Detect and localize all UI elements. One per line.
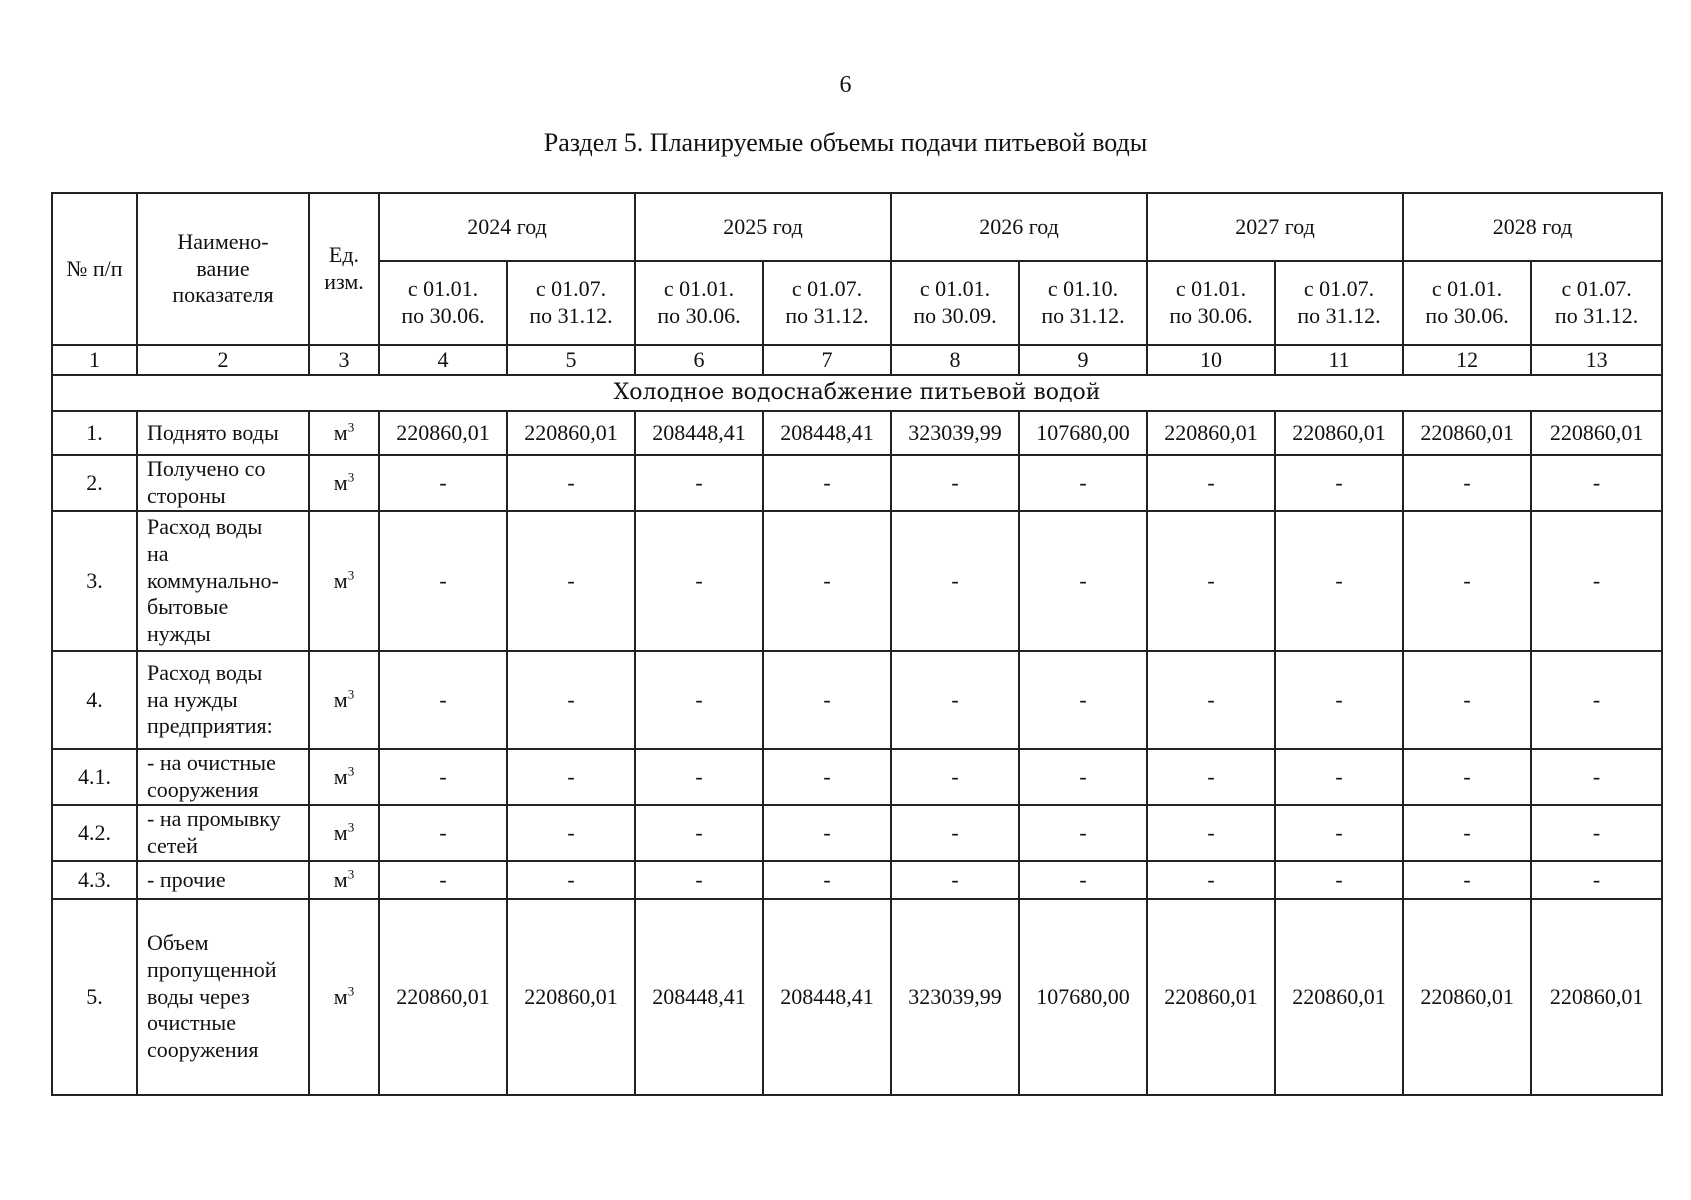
header-period: с 01.07. по 31.12. [1275,261,1403,345]
value-cell: - [763,861,891,899]
page-title: Раздел 5. Планируемые объемы подачи питьевой воды [543,128,1148,157]
value-cell: - [891,455,1019,511]
header-period: с 01.07. по 31.12. [507,261,635,345]
table-row [52,511,1662,651]
value-cell: - [1147,805,1275,861]
row-number: 4.3. [52,861,137,899]
header-period: с 01.01. по 30.06. [1147,261,1275,345]
value-cell: 220860,01 [379,411,507,455]
table-row [52,411,1662,455]
value-cell: 220860,01 [1403,411,1531,455]
unit-cell [309,861,379,899]
value-cell: - [1403,749,1531,805]
table-row [52,455,1662,511]
value-cell: - [507,651,635,749]
indicator-name: - на промывку сетей [137,805,309,861]
value-cell: - [1019,749,1147,805]
header-period: с 01.01. по 30.06. [379,261,507,345]
column-number: 3 [309,345,379,375]
indicator-name: Расход воды на коммунально- бытовые нужды [137,511,309,651]
unit-base: м [333,983,348,1009]
value-cell: - [1403,861,1531,899]
column-number: 12 [1403,345,1531,375]
column-number: 6 [635,345,763,375]
value-cell: - [891,511,1019,651]
value-cell: - [763,749,891,805]
unit-cell [309,899,379,1095]
value-cell: - [891,651,1019,749]
unit-cell [309,511,379,651]
indicator-name: - прочие [137,861,309,899]
value-cell: 107680,00 [1019,411,1147,455]
water-supply-table [51,192,1663,1096]
value-cell: 208448,41 [763,899,891,1095]
header-name: Наимено- вание показателя [137,193,309,345]
header-period: с 01.01. по 30.09. [891,261,1019,345]
value-cell: - [379,749,507,805]
value-cell: - [635,455,763,511]
value-cell: - [763,805,891,861]
unit-base: м [333,419,348,445]
value-cell: - [891,805,1019,861]
column-number: 8 [891,345,1019,375]
row-number: 5. [52,899,137,1095]
table-row [52,805,1662,861]
row-number: 4.1. [52,749,137,805]
section-label: Холодное водоснабжение питьевой водой [52,375,1662,411]
value-cell: - [507,511,635,651]
header-num: № п/п [52,193,137,345]
unit-base: м [333,866,348,892]
unit-base: м [333,819,348,845]
header-year-row [52,193,1662,261]
indicator-name: - на очистные сооружения [137,749,309,805]
header-period: с 01.07. по 31.12. [763,261,891,345]
value-cell: - [507,749,635,805]
header-year: 2026 год [891,193,1147,261]
section-row [52,375,1662,411]
indicator-name: Поднято воды [137,411,309,455]
value-cell: - [1275,749,1403,805]
value-cell: - [1403,651,1531,749]
value-cell: - [507,861,635,899]
value-cell: - [1531,749,1662,805]
unit-exponent: 3 [347,567,355,583]
value-cell: - [1147,749,1275,805]
unit-base: м [333,686,348,712]
header-year: 2024 год [379,193,635,261]
table-row [52,749,1662,805]
unit-cell [309,805,379,861]
value-cell: 208448,41 [635,411,763,455]
header-unit: Ед. изм. [309,193,379,345]
column-number: 5 [507,345,635,375]
header-period: с 01.10. по 31.12. [1019,261,1147,345]
value-cell: - [763,651,891,749]
value-cell: 220860,01 [1275,899,1403,1095]
value-cell: 220860,01 [507,411,635,455]
value-cell: 208448,41 [635,899,763,1095]
column-number: 2 [137,345,309,375]
page-number: 6 [839,72,852,98]
column-number-row [52,345,1662,375]
value-cell: - [1531,511,1662,651]
value-cell: 323039,99 [891,899,1019,1095]
unit-cell [309,749,379,805]
column-number: 11 [1275,345,1403,375]
value-cell: - [1275,861,1403,899]
unit-exponent: 3 [347,983,355,999]
value-cell: - [891,861,1019,899]
value-cell: 220860,01 [1531,411,1662,455]
table-row [52,861,1662,899]
value-cell: - [763,511,891,651]
value-cell: - [379,805,507,861]
value-cell: - [1275,805,1403,861]
column-number: 9 [1019,345,1147,375]
value-cell: - [1019,511,1147,651]
value-cell: - [1019,455,1147,511]
row-number: 4.2. [52,805,137,861]
value-cell: - [1019,805,1147,861]
header-period: с 01.07. по 31.12. [1531,261,1662,345]
value-cell: 323039,99 [891,411,1019,455]
value-cell: - [1531,805,1662,861]
value-cell: - [1403,511,1531,651]
value-cell: 220860,01 [1147,899,1275,1095]
value-cell: - [635,749,763,805]
value-cell: - [1147,861,1275,899]
row-number: 3. [52,511,137,651]
value-cell: - [635,805,763,861]
value-cell: - [379,651,507,749]
value-cell: - [1019,861,1147,899]
value-cell: - [507,805,635,861]
value-cell: - [1019,651,1147,749]
value-cell: 220860,01 [507,899,635,1095]
value-cell: - [1275,651,1403,749]
value-cell: 107680,00 [1019,899,1147,1095]
value-cell: 220860,01 [379,899,507,1095]
unit-exponent: 3 [347,469,355,485]
value-cell: - [891,749,1019,805]
column-number: 1 [52,345,137,375]
value-cell: - [379,455,507,511]
row-number: 2. [52,455,137,511]
unit-exponent: 3 [347,763,355,779]
unit-exponent: 3 [347,819,355,835]
header-year: 2028 год [1403,193,1662,261]
value-cell: - [763,455,891,511]
indicator-name: Объем пропущенной воды через очистные сооружения [137,899,309,1095]
unit-base: м [333,567,348,593]
value-cell: - [1275,455,1403,511]
unit-base: м [333,469,348,495]
header-year: 2027 год [1147,193,1403,261]
unit-base: м [333,763,348,789]
value-cell: - [1147,651,1275,749]
value-cell: - [507,455,635,511]
row-number: 4. [52,651,137,749]
table-row [52,899,1662,1095]
column-number: 7 [763,345,891,375]
table-row [52,651,1662,749]
indicator-name: Получено со стороны [137,455,309,511]
value-cell: - [379,511,507,651]
value-cell: - [1531,455,1662,511]
value-cell: 220860,01 [1275,411,1403,455]
value-cell: - [379,861,507,899]
value-cell: - [635,861,763,899]
column-number: 13 [1531,345,1662,375]
header-period: с 01.01. по 30.06. [1403,261,1531,345]
unit-cell [309,455,379,511]
unit-exponent: 3 [347,866,355,882]
header-period: с 01.01. по 30.06. [635,261,763,345]
value-cell: - [1147,511,1275,651]
value-cell: 220860,01 [1147,411,1275,455]
value-cell: 220860,01 [1403,899,1531,1095]
value-cell: - [635,511,763,651]
unit-exponent: 3 [347,419,355,435]
unit-cell [309,651,379,749]
unit-exponent: 3 [347,686,355,702]
value-cell: 220860,01 [1531,899,1662,1095]
value-cell: - [1147,455,1275,511]
value-cell: - [1275,511,1403,651]
value-cell: - [1531,861,1662,899]
value-cell: 208448,41 [763,411,891,455]
header-year: 2025 год [635,193,891,261]
row-number: 1. [52,411,137,455]
value-cell: - [1403,805,1531,861]
column-number: 10 [1147,345,1275,375]
value-cell: - [1403,455,1531,511]
value-cell: - [1531,651,1662,749]
unit-cell [309,411,379,455]
value-cell: - [635,651,763,749]
column-number: 4 [379,345,507,375]
indicator-name: Расход воды на нужды предприятия: [137,651,309,749]
